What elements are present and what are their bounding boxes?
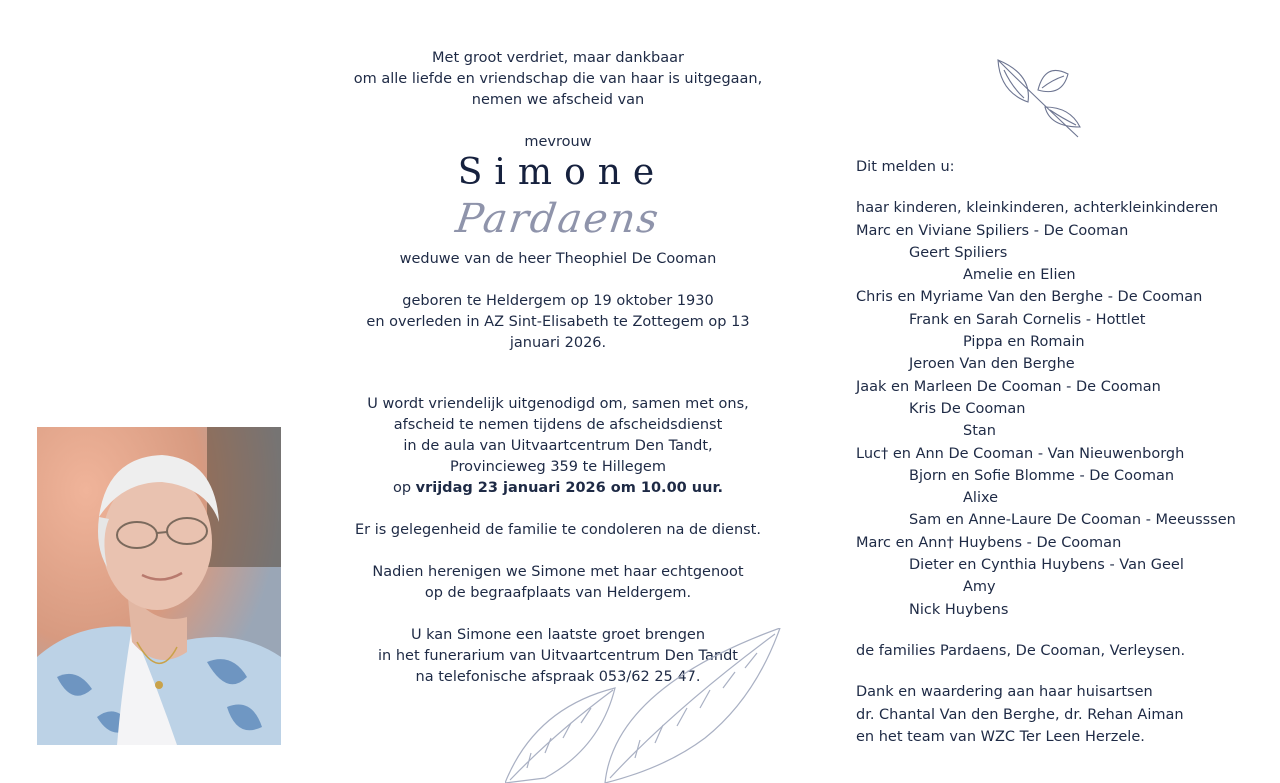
family-member-line: Kris De Cooman xyxy=(909,400,1026,417)
leaf-sprig-icon xyxy=(990,52,1090,147)
family-member-line: Jeroen Van den Berghe xyxy=(909,356,1075,373)
family-member-line: Luc† en Ann De Cooman - Van Nieuwenborgh xyxy=(856,445,1185,462)
family-member-line: Frank en Sarah Cornelis - Hottlet xyxy=(909,311,1146,328)
visit-line: in het funerarium van Uitvaartcentrum Den Tandt xyxy=(378,648,738,664)
salutation: mevrouw xyxy=(524,134,592,150)
birth-line: geboren te Heldergem op 19 oktober 1930 xyxy=(402,293,714,309)
thanks-line: en het team van WZC Ter Leen Herzele. xyxy=(856,728,1145,745)
family-member-line: Alixe xyxy=(963,490,999,507)
family-member-line: Amelie en Elien xyxy=(963,267,1076,284)
invitation-line: afscheid te nemen tijdens de afscheidsdienst xyxy=(393,417,723,433)
portrait-illustration xyxy=(37,427,281,745)
family-member-line: Jaak en Marleen De Cooman - De Cooman xyxy=(856,378,1161,395)
portrait-photo xyxy=(37,427,281,745)
family-member-line: Amy xyxy=(963,579,996,596)
first-name: Simone xyxy=(457,152,667,193)
service-date-bold: vrijdag 23 januari 2026 om 10.00 uur. xyxy=(415,480,724,496)
last-name-script: Pardaens xyxy=(453,196,663,242)
family-member-line: Dieter en Cynthia Huybens - Van Geel xyxy=(909,557,1184,574)
burial-line: op de begraafplaats van Heldergem. xyxy=(424,585,692,601)
invitation-line: U wordt vriendelijk uitgenodigd om, samen met ons, xyxy=(367,396,749,412)
visit-line: U kan Simone een laatste groet brengen xyxy=(410,627,706,643)
family-announcement xyxy=(856,156,1256,748)
visit-phone: na telefonische afspraak 053/62 25 47. xyxy=(415,669,701,685)
announce-line: Dit melden u: xyxy=(856,159,955,175)
service-prefix: op xyxy=(392,480,416,496)
widow-line: weduwe van de heer Theophiel De Cooman xyxy=(399,251,717,267)
family-member-line: Chris en Myriame Van den Berghe - De Cooman xyxy=(856,289,1203,306)
family-member-line: Pippa en Romain xyxy=(963,334,1085,351)
service-datetime xyxy=(340,478,776,499)
family-member-line: Bjorn en Sofie Blomme - De Cooman xyxy=(909,467,1175,484)
family-heading: haar kinderen, kleinkinderen, achterkleinkinderen xyxy=(856,200,1219,217)
family-member-line: Sam en Anne-Laure De Cooman - Meeusssen xyxy=(909,512,1236,529)
invitation-address: Provincieweg 359 te Hillegem xyxy=(450,459,666,475)
obituary-main-text xyxy=(340,48,776,688)
family-list xyxy=(856,220,1256,621)
family-member-line: Stan xyxy=(963,423,996,440)
burial-line: Nadien herenigen we Simone met haar echtgenoot xyxy=(372,564,744,580)
invitation-line: in de aula van Uitvaartcentrum Den Tandt, xyxy=(403,438,713,454)
thanks-line: dr. Chantal Van den Berghe, dr. Rehan Aiman xyxy=(856,706,1184,723)
families-line: de families Pardaens, De Cooman, Verleysen. xyxy=(856,642,1186,659)
leaves-decoration-icon xyxy=(505,628,785,783)
intro-line: nemen we afscheid van xyxy=(471,92,645,108)
family-member-line: Marc en Ann† Huybens - De Cooman xyxy=(856,534,1122,551)
family-member-line: Marc en Viviane Spiliers - De Cooman xyxy=(856,222,1129,239)
intro-line: om alle liefde en vriendschap die van haar is uitgegaan, xyxy=(353,71,763,87)
family-member-line: Nick Huybens xyxy=(909,601,1009,618)
family-member-line: Geert Spiliers xyxy=(909,244,1008,261)
death-line: en overleden in AZ Sint-Elisabeth te Zottegem op 13 januari 2026. xyxy=(366,314,750,351)
intro-line: Met groot verdriet, maar dankbaar xyxy=(432,50,684,66)
thanks-line: Dank en waardering aan haar huisartsen xyxy=(856,684,1153,701)
condolence-line: Er is gelegenheid de familie te condoleren na de dienst. xyxy=(355,522,761,538)
